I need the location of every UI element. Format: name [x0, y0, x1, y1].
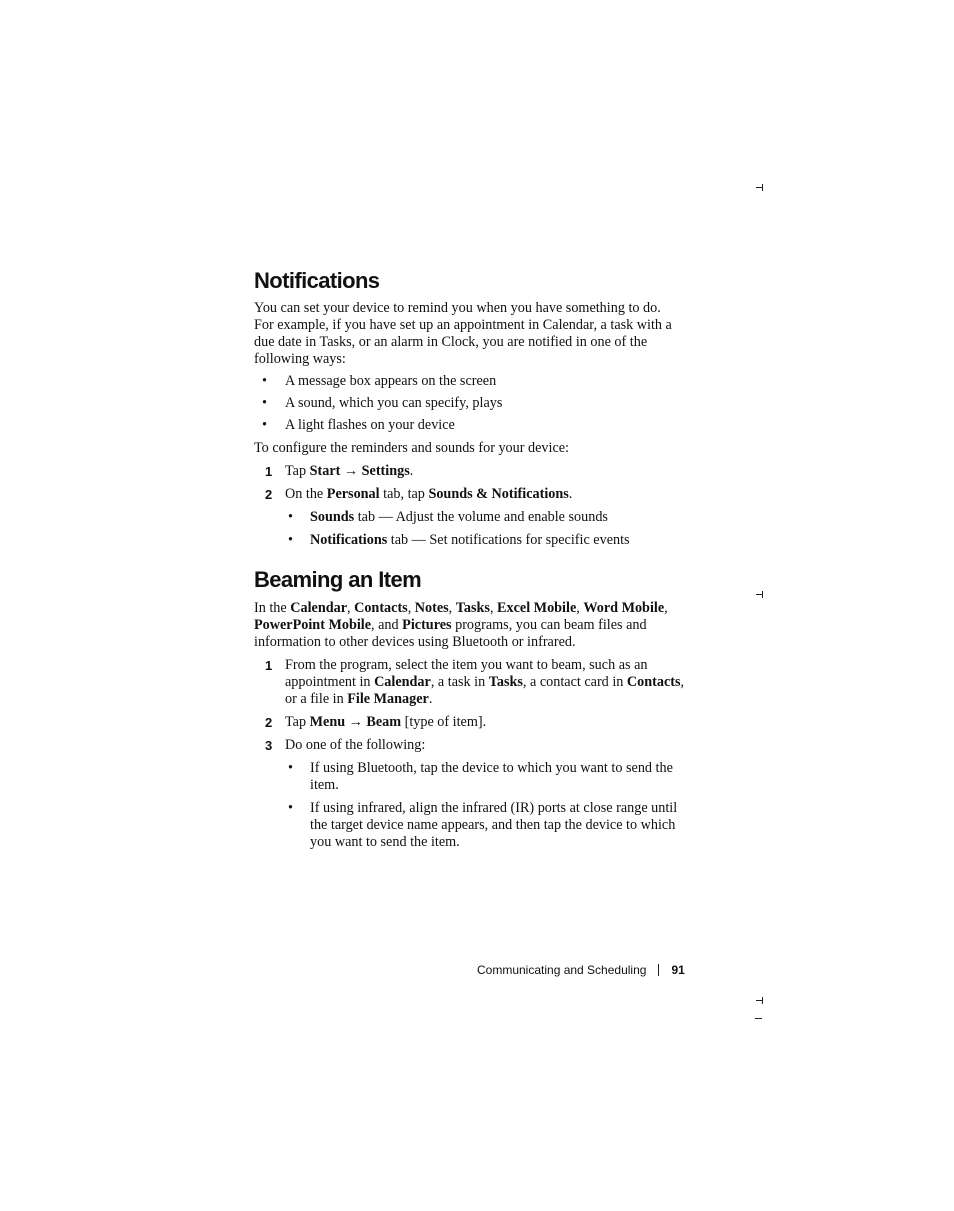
step-2: 2 Tap Menu → Beam [type of item].	[265, 714, 487, 730]
configure-text: To configure the reminders and sounds for your device:	[254, 440, 569, 456]
crop-mark-middle	[756, 591, 763, 598]
list-item: • Notifications tab — Set notifications for specific events	[288, 532, 630, 548]
beaming-intro: In the Calendar, Contacts, Notes, Tasks, Excel Mobile, Word Mobile, PowerPoint Mobile, and Pictures programs, you can beam files and information to other devices using Bluetooth or infrared.	[254, 600, 668, 650]
beaming-options-list	[254, 760, 694, 851]
step-1: 1 From the program, select the item you want to beam, such as an appointment in Calendar, a task in Tasks, a contact card in Contacts, or a file in File Manager.	[265, 657, 685, 707]
notifications-intro: You can set your device to remind you when you have something to do. For example, if you have set up an appointment in Calendar, a task with a due date in Tasks, or an alarm in Clock, you are notified in one of the following ways:	[254, 300, 672, 367]
crop-mark-top	[756, 184, 763, 191]
step-1: 1 Tap Start → Settings.	[265, 463, 414, 479]
list-item: • Sounds tab — Adjust the volume and enable sounds	[288, 509, 608, 525]
notification-ways-list	[254, 373, 694, 434]
step-2: 2 On the Personal tab, tap Sounds & Notifications.	[265, 486, 573, 502]
list-item: • A sound, which you can specify, plays	[262, 395, 503, 411]
list-item: • If using infrared, align the infrared (IR) ports at close range until the target device name appears, and then tap the device to which you want to send the item.	[288, 800, 678, 850]
step-3: 3 Do one of the following:	[265, 737, 426, 753]
crop-mark-dash	[755, 1018, 762, 1019]
footer-separator	[658, 964, 659, 976]
page-footer	[477, 963, 685, 977]
tab-options-list	[254, 509, 694, 549]
list-item: • If using Bluetooth, tap the device to which you want to send the item.	[288, 760, 673, 793]
chapter-title: Communicating and Scheduling	[477, 963, 647, 977]
configure-steps	[254, 463, 694, 503]
page-number: 91	[671, 963, 685, 977]
beaming-heading: Beaming an Item	[254, 567, 422, 592]
crop-mark-bottom	[756, 997, 763, 1004]
list-item: • A message box appears on the screen	[262, 373, 497, 389]
page-content	[254, 264, 694, 851]
beaming-steps	[254, 657, 694, 754]
notifications-heading: Notifications	[254, 268, 380, 293]
list-item: • A light flashes on your device	[262, 417, 455, 433]
